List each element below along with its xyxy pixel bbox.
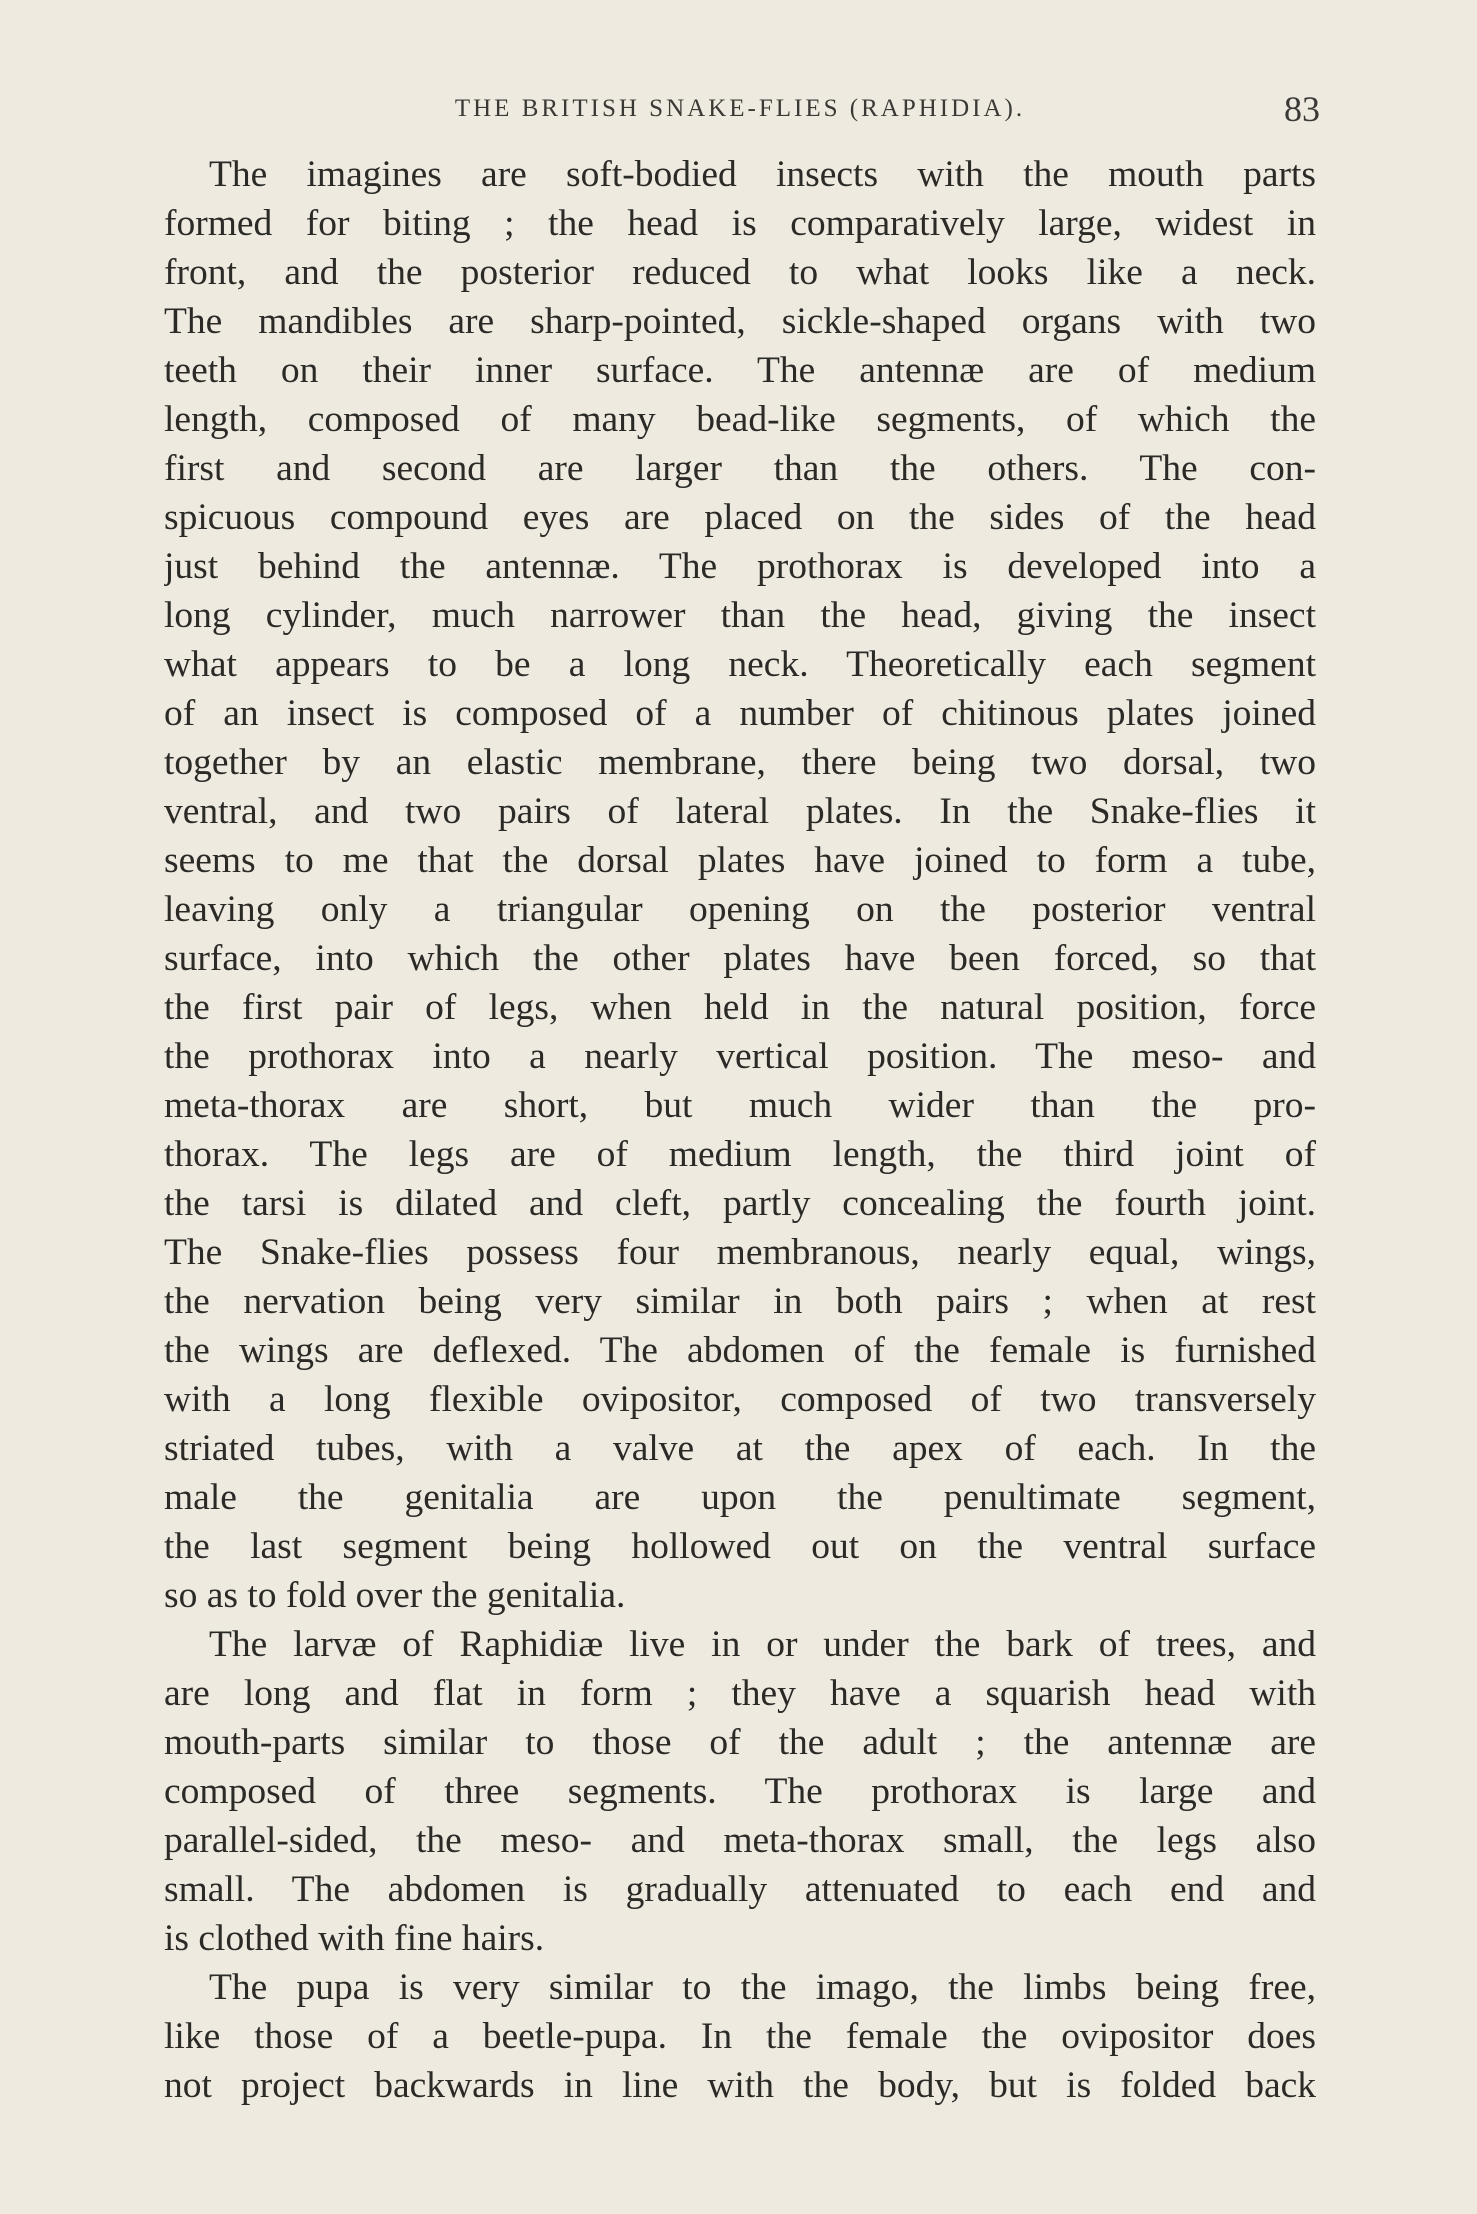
text-line: thorax. The legs are of medium length, the third joint of	[164, 1134, 1316, 1175]
text-line: The pupa is very similar to the imago, the limbs being free,	[209, 1967, 1316, 2008]
text-line: what appears to be a long neck. Theoretically each segment	[164, 644, 1316, 685]
text-line: not project backwards in line with the body, but is folded back	[164, 2065, 1316, 2106]
text-line: small. The abdomen is gradually attenuated to each end and	[164, 1869, 1316, 1910]
running-head-title: THE BRITISH SNAKE-FLIES (RAPHIDIA).	[454, 95, 1026, 122]
text-line: male the genitalia are upon the penultimate segment,	[164, 1477, 1316, 1518]
text-line: the nervation being very similar in both pairs ; when at rest	[164, 1281, 1316, 1322]
text-line: parallel-sided, the meso- and meta-thorax small, the legs also	[164, 1820, 1316, 1861]
running-head	[160, 84, 1320, 134]
text-line: like those of a beetle-pupa. In the female the ovipositor does	[164, 2016, 1316, 2057]
text-line: The Snake-flies possess four membranous, nearly equal, wings,	[164, 1232, 1316, 1273]
text-line: just behind the antennæ. The prothorax is developed into a	[164, 546, 1316, 587]
paragraph	[164, 150, 1316, 1620]
text-line: the first pair of legs, when held in the natural position, force	[164, 987, 1316, 1028]
text-line: so as to fold over the genitalia.	[164, 1575, 626, 1616]
text-line: striated tubes, with a valve at the apex of each. In the	[164, 1428, 1316, 1469]
text-line: seems to me that the dorsal plates have joined to form a tube,	[164, 840, 1316, 881]
text-line: the last segment being hollowed out on the ventral surface	[164, 1526, 1316, 1567]
text-line: ventral, and two pairs of lateral plates. In the Snake-flies it	[164, 791, 1316, 832]
text-line: the prothorax into a nearly vertical position. The meso- and	[164, 1036, 1316, 1077]
paragraph	[164, 1963, 1316, 2110]
text-line: leaving only a triangular opening on the posterior ventral	[164, 889, 1316, 930]
text-line: are long and flat in form ; they have a squarish head with	[164, 1673, 1316, 1714]
text-line: of an insect is composed of a number of chitinous plates joined	[164, 693, 1316, 734]
text-line: The imagines are soft-bodied insects with the mouth parts	[209, 154, 1316, 195]
text-line: The mandibles are sharp-pointed, sickle-shaped organs with two	[164, 301, 1316, 342]
text-line: The larvæ of Raphidiæ live in or under the bark of trees, and	[209, 1624, 1316, 1665]
text-line: is clothed with fine hairs.	[164, 1918, 545, 1959]
text-line: with a long flexible ovipositor, composed of two transversely	[164, 1379, 1316, 1420]
text-line: first and second are larger than the others. The con-	[164, 448, 1316, 489]
text-line: surface, into which the other plates have been forced, so that	[164, 938, 1316, 979]
text-line: teeth on their inner surface. The antennæ are of medium	[164, 350, 1316, 391]
text-line: the tarsi is dilated and cleft, partly concealing the fourth joint.	[164, 1183, 1316, 1224]
text-line: spicuous compound eyes are placed on the sides of the head	[164, 497, 1316, 538]
text-line: composed of three segments. The prothorax is large and	[164, 1771, 1316, 1812]
text-line: meta-thorax are short, but much wider than the pro-	[164, 1085, 1316, 1126]
body-text	[164, 150, 1316, 2110]
text-line: mouth-parts similar to those of the adult ; the antennæ are	[164, 1722, 1316, 1763]
text-line: the wings are deflexed. The abdomen of the female is furnished	[164, 1330, 1316, 1371]
text-line: long cylinder, much narrower than the head, giving the insect	[164, 595, 1316, 636]
text-line: length, composed of many bead-like segments, of which the	[164, 399, 1316, 440]
paragraph	[164, 1620, 1316, 1963]
text-line: together by an elastic membrane, there being two dorsal, two	[164, 742, 1316, 783]
text-line: formed for biting ; the head is comparatively large, widest in	[164, 203, 1316, 244]
page-number: 83	[1284, 89, 1320, 129]
text-line: front, and the posterior reduced to what looks like a neck.	[164, 252, 1316, 293]
